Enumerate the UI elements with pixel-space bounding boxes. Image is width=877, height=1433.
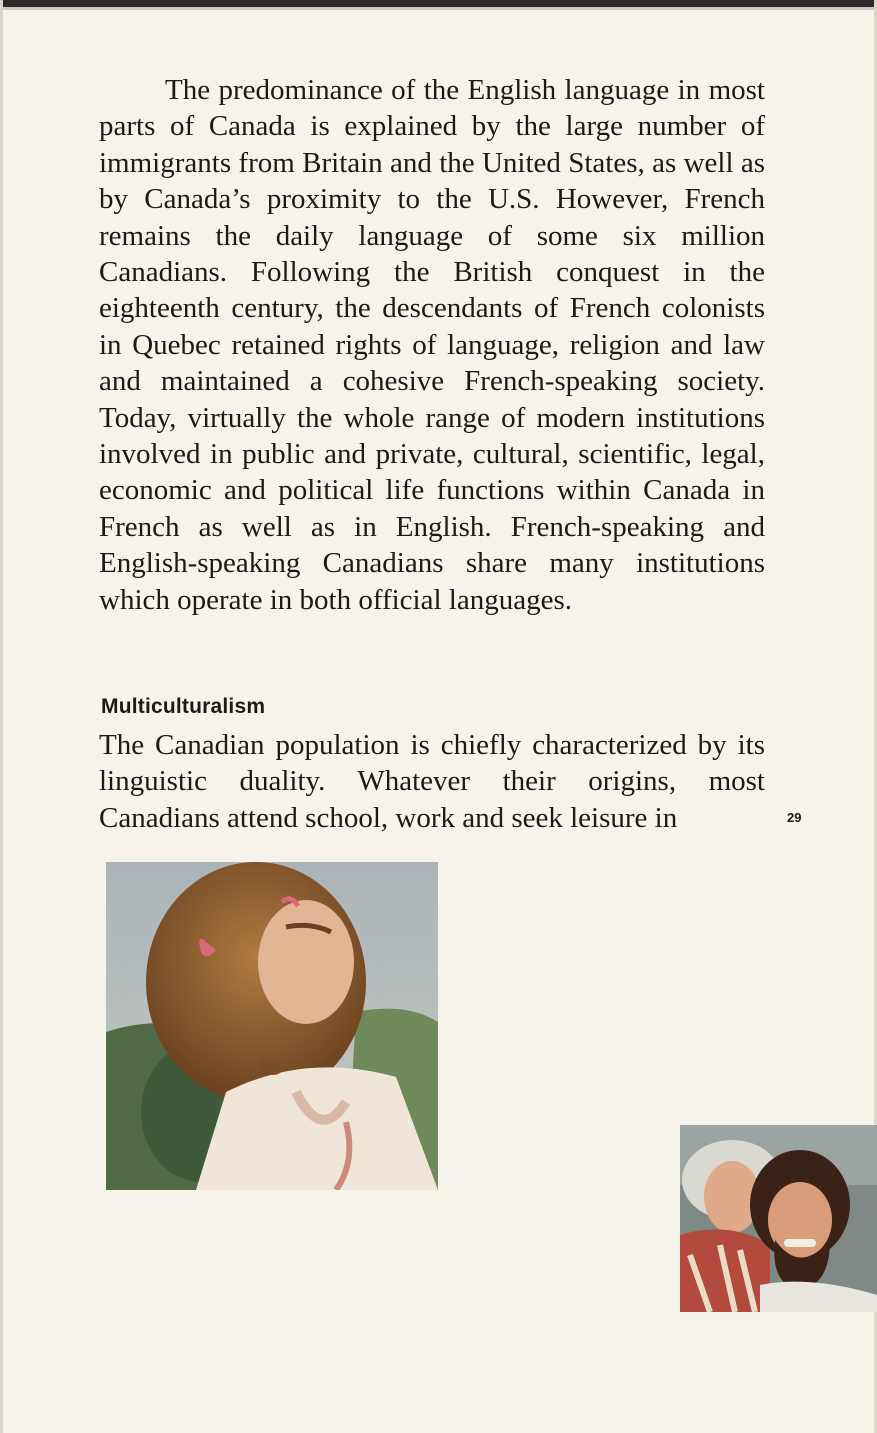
page-top-edge (0, 0, 877, 7)
page-top-shadow (0, 7, 877, 10)
page-left-edge (0, 0, 3, 1433)
woman-photo-image (106, 862, 438, 1190)
couple-photo (680, 1125, 877, 1312)
body-paragraph-1: The predominance of the English language in most parts of Canada is explained by the large number of immigrants from Britain and the United States, as well as by Canada’s proximity to the U.S. However, French remains the daily language of some six million Canadians. Following the British conquest in the eighteenth century, the descendants of French colonists in Quebec retained rights of language, religion and law and maintained a cohesive French-speaking society. Today, virtually the whole range of modern institutions involved in public and private, cultural, scientific, legal, economic and political life functions within Canada in French as well as in English. French-speaking and English-speaking Canadians share many institutions which operate in both official languages. (99, 74, 765, 616)
section-heading: Multiculturalism (101, 695, 266, 718)
woman-photo (106, 862, 438, 1190)
body-paragraph-2: The Canadian population is chiefly characterized by its linguistic duality. Whatever their origins, most Canadians attend school, work and seek leisure in (99, 729, 765, 834)
couple-photo-image (680, 1125, 877, 1312)
page-number: 29 (787, 810, 802, 825)
